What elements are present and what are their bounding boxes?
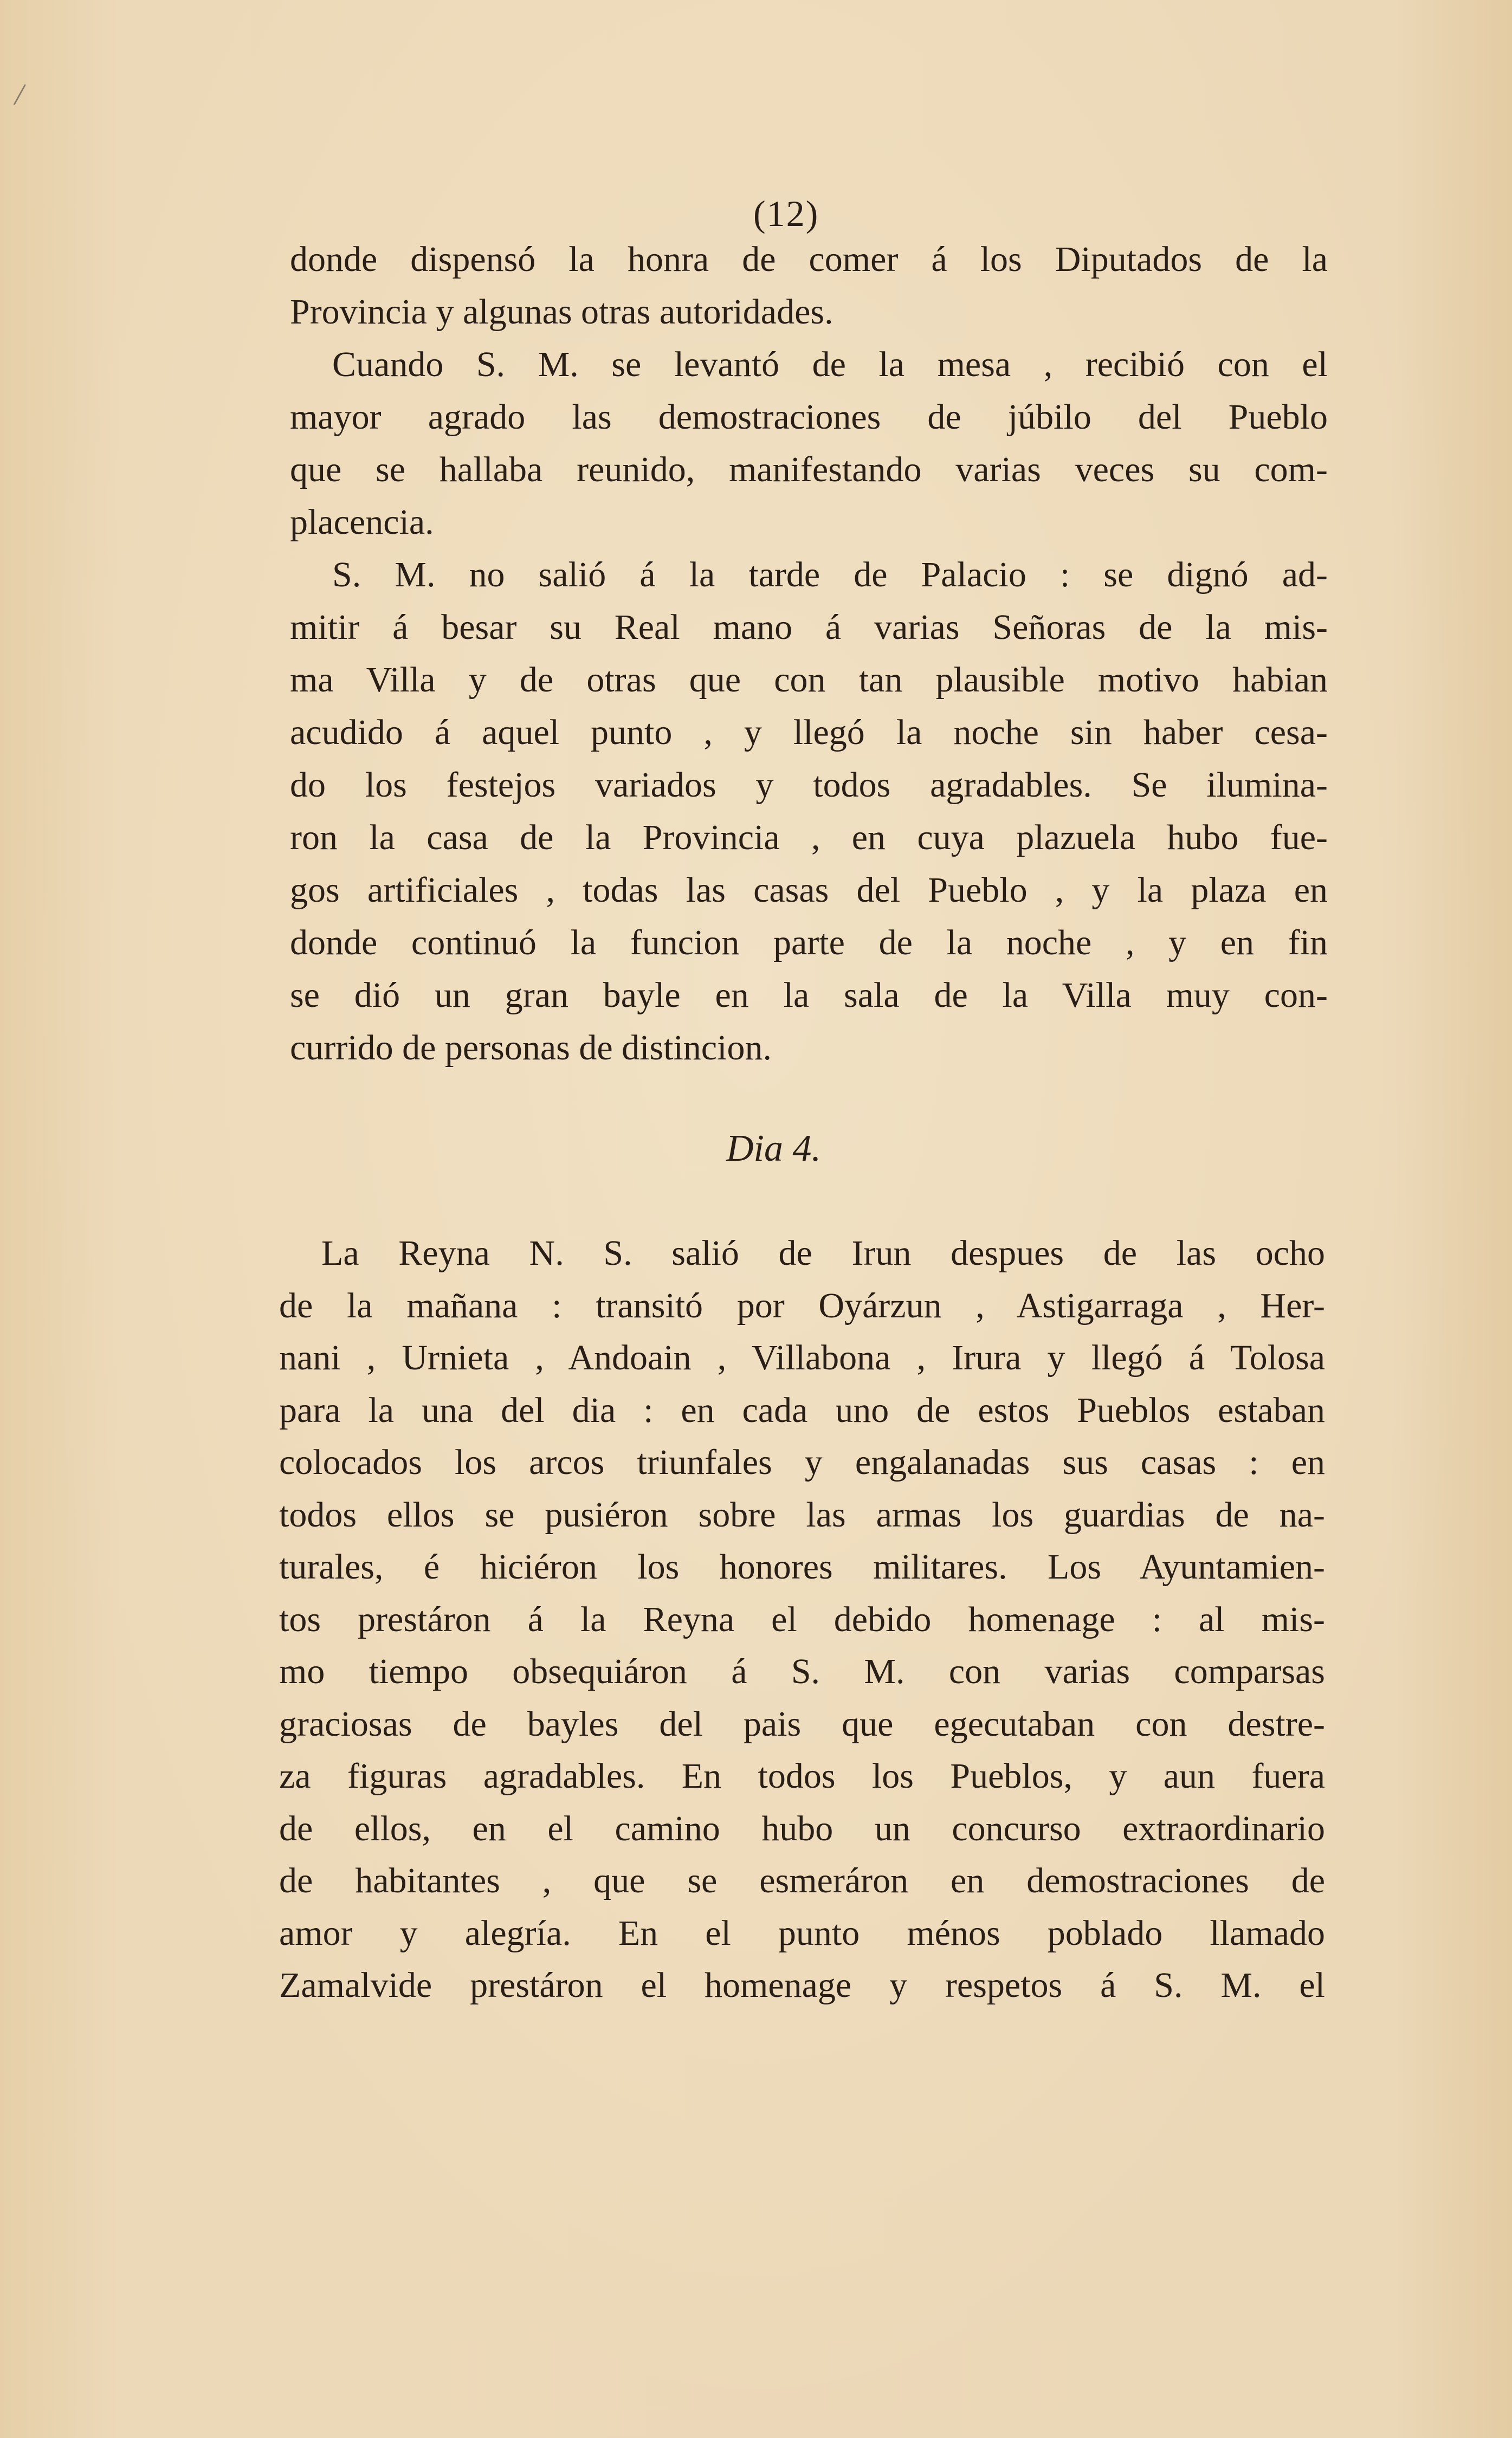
text-line: mitir á besar su Real mano á varias Señoras de la mis- [290, 607, 1328, 647]
paragraphs-section-1 [290, 233, 1328, 1074]
text-line: mayor agrado las demostraciones de júbilo del Pueblo [290, 397, 1328, 437]
margin-mark: / [12, 76, 28, 113]
text-line: amor y alegría. En el punto ménos poblado llamado [279, 1913, 1325, 1953]
text-line: colocados los arcos triunfales y engalanadas sus casas : en [279, 1443, 1325, 1482]
text-line: que se hallaba reunido, manifestando varias veces su com- [290, 450, 1328, 489]
text-line: donde continuó la funcion parte de la noche , y en fin [290, 923, 1328, 962]
text-line: se dió un gran bayle en la sala de la Villa muy con- [290, 975, 1328, 1015]
text-line: Provincia y algunas otras autoridades. [290, 292, 833, 332]
text-line: donde dispensó la honra de comer á los Diputados de la [290, 240, 1328, 279]
text-line: gos artificiales , todas las casas del Pueblo , y la plaza en [290, 870, 1328, 910]
text-line: de habitantes , que se esmeráron en demostraciones de [279, 1861, 1325, 1900]
text-line: graciosas de bayles del pais que egecutaban con destre- [279, 1704, 1325, 1744]
text-line: do los festejos variados y todos agradables. Se ilumina- [290, 765, 1328, 805]
text-line: de la mañana : transitó por Oyárzun , Astigarraga , Her- [279, 1285, 1325, 1325]
text-line: Cuando S. M. se levantó de la mesa , recibió con el [332, 345, 1328, 384]
text-line: tos prestáron á la Reyna el debido homenage : al mis- [279, 1599, 1325, 1639]
text-line: za figuras agradables. En todos los Pueblos, y aun fuera [279, 1756, 1325, 1796]
text-line: mo tiempo obsequiáron á S. M. con varias comparsas [279, 1652, 1325, 1691]
paragraphs-section-2 [279, 1227, 1325, 2012]
text-line: turales, é hiciéron los honores militares. Los Ayuntamien- [279, 1547, 1325, 1587]
text-line: todos ellos se pusiéron sobre las armas los guardias de na- [279, 1495, 1325, 1535]
page-number: (12) [753, 193, 819, 234]
text-line: acudido á aquel punto , y llegó la noche sin haber cesa- [290, 713, 1328, 752]
text-line: nani , Urnieta , Andoain , Villabona , Irura y llegó á Tolosa [279, 1338, 1325, 1378]
text-line: para la una del dia : en cada uno de estos Pueblos estaban [279, 1390, 1325, 1430]
text-line: ron la casa de la Provincia , en cuya plazuela hubo fue- [290, 818, 1328, 857]
text-line: Zamalvide prestáron el homenage y respetos á S. M. el [279, 1965, 1325, 2005]
text-line: ma Villa y de otras que con tan plausible motivo habian [290, 660, 1328, 700]
text-line: S. M. no salió á la tarde de Palacio : se dignó ad- [332, 555, 1328, 594]
text-line: La Reyna N. S. salió de Irun despues de las ocho [321, 1233, 1325, 1273]
text-line: placencia. [290, 502, 434, 542]
text-line: de ellos, en el camino hubo un concurso extraordinario [279, 1808, 1325, 1848]
text-line: currido de personas de distincion. [290, 1028, 772, 1068]
section-heading: Dia 4. [726, 1128, 821, 1169]
